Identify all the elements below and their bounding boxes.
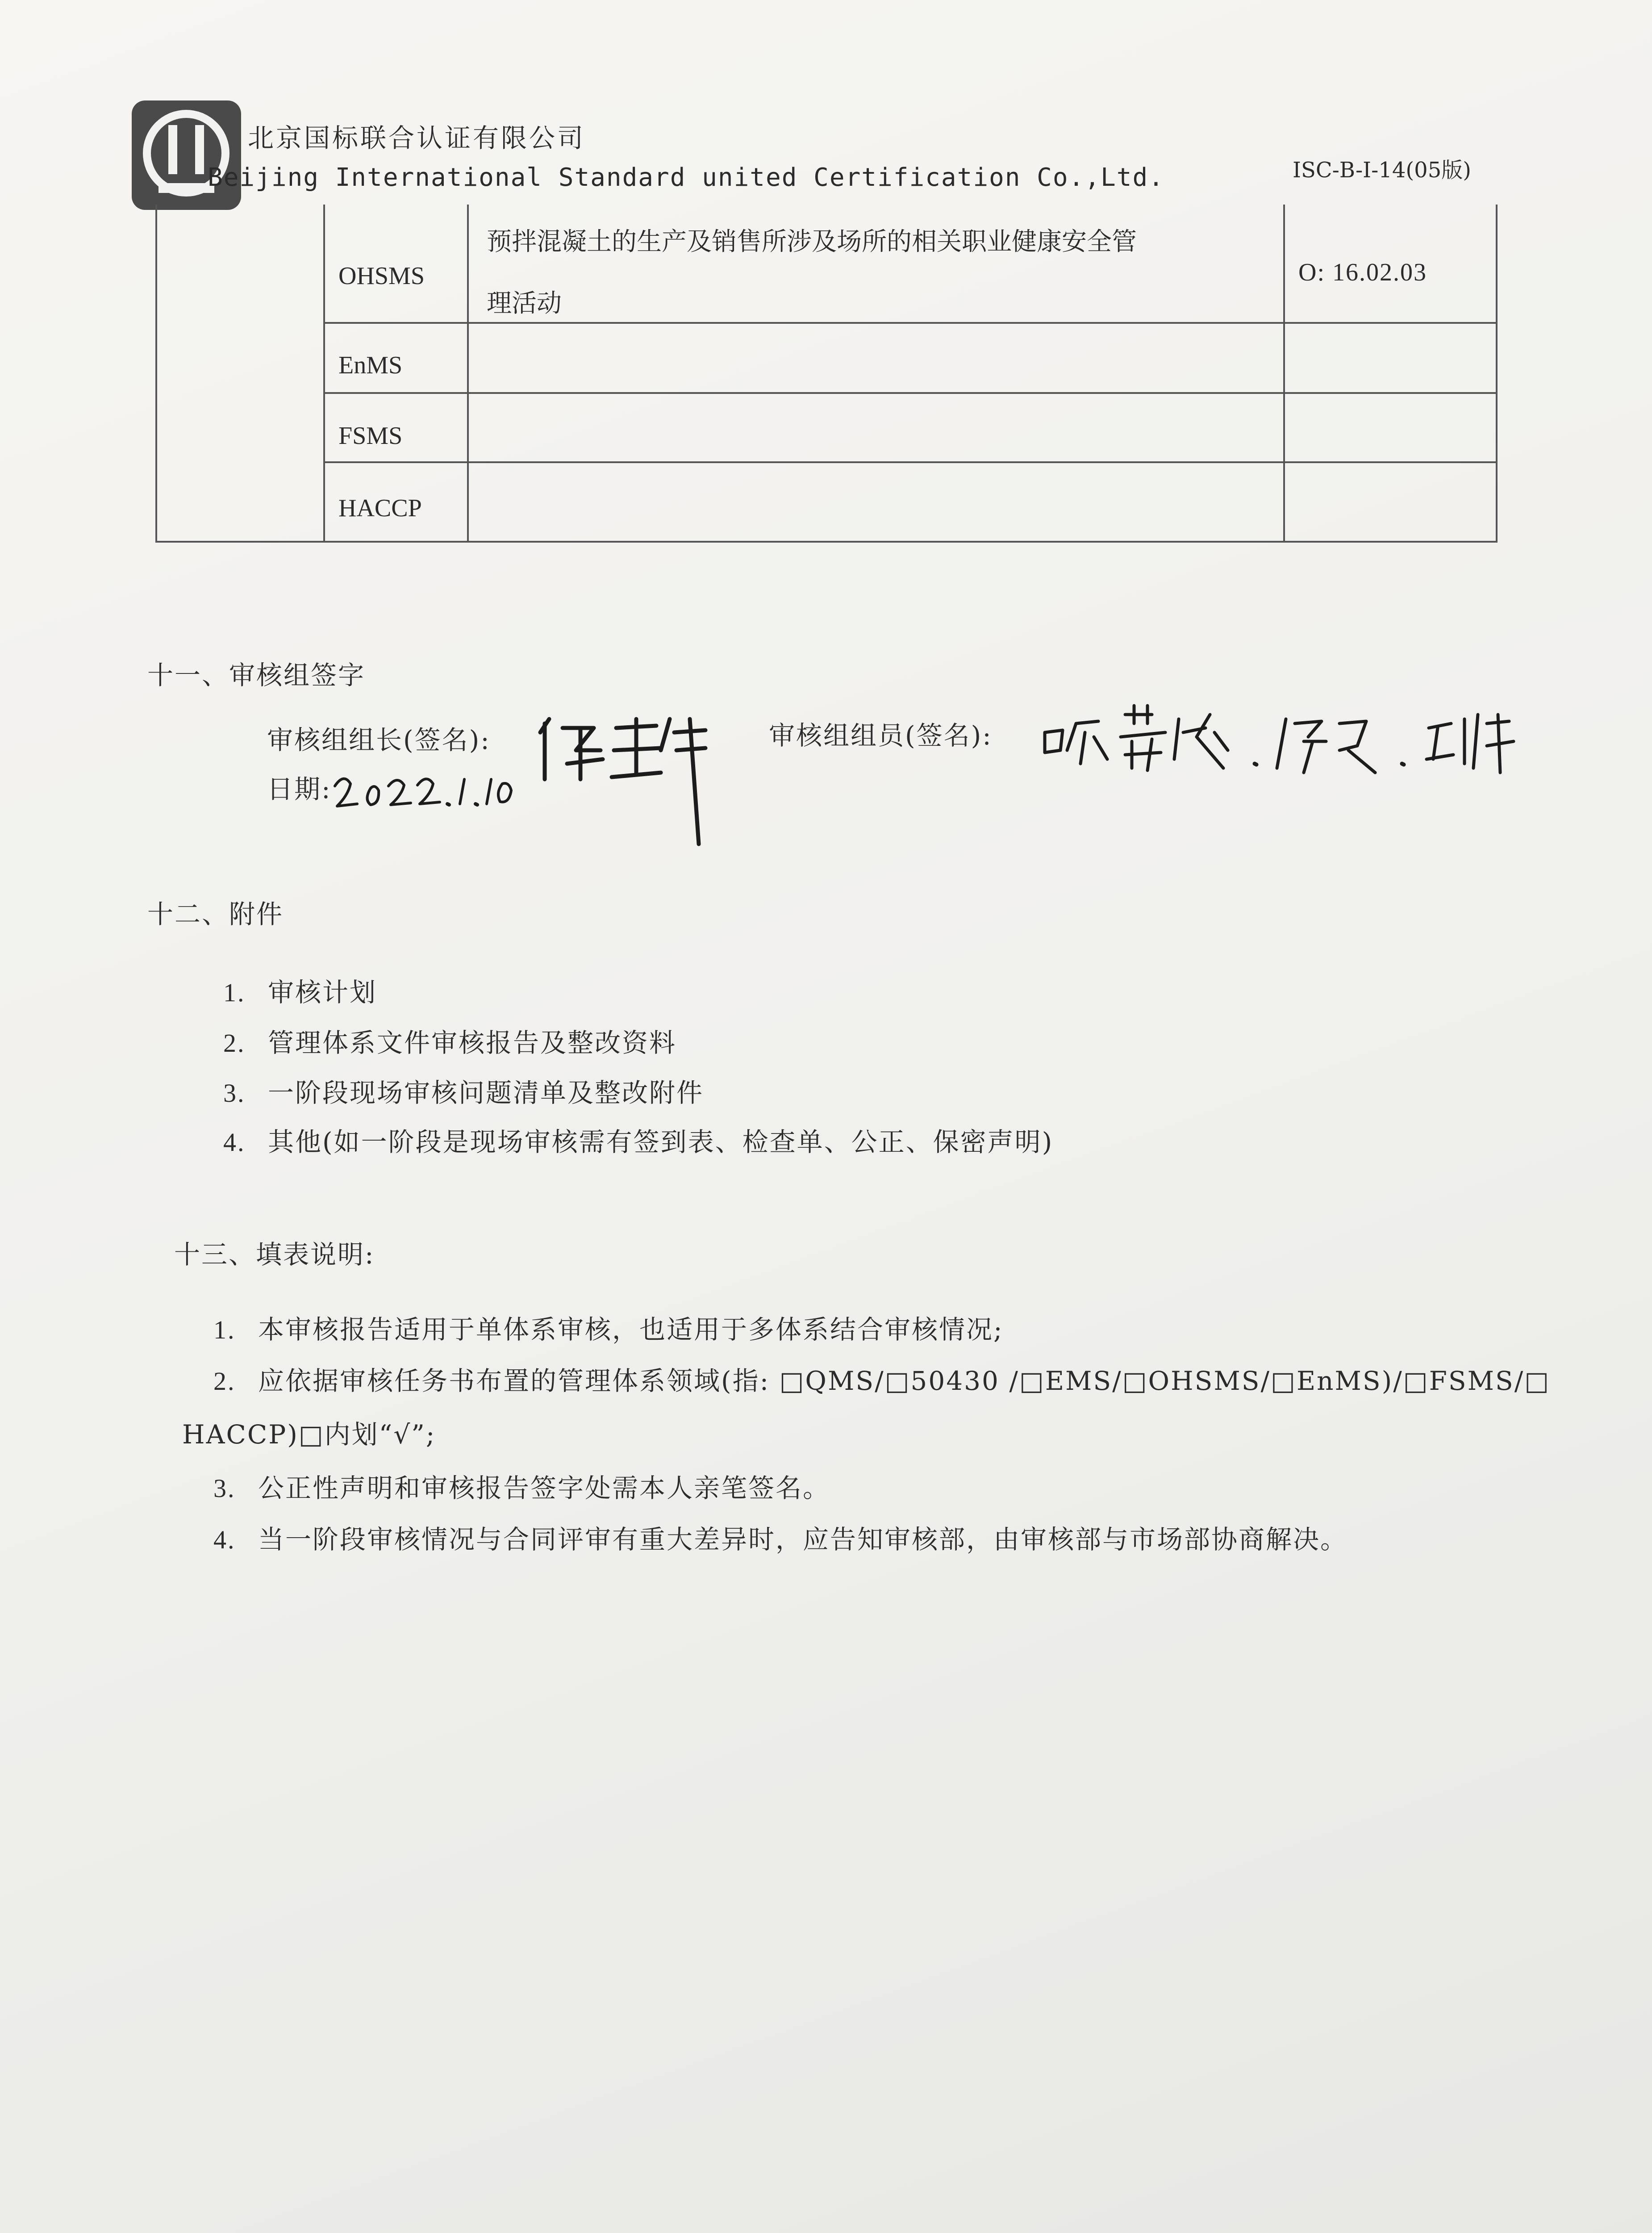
item-text: HACCP)□内划“√”; bbox=[182, 1419, 436, 1450]
item-text: 应依据审核任务书布置的管理体系领域(指: □QMS/□50430 /□EMS/□OHSMS/□EnMS)/□FSMS/□ bbox=[258, 1366, 1551, 1396]
instruction-item bbox=[213, 1467, 830, 1505]
item-text: 其他(如一阶段是现场审核需有签到表、检查单、公正、保密声明) bbox=[268, 1127, 1054, 1157]
item-text: 审核计划 bbox=[268, 977, 377, 1008]
member-signatures bbox=[1036, 697, 1554, 786]
instruction-item bbox=[213, 1360, 1550, 1397]
item-text: 本审核报告适用于单体系审核，也适用于多体系结合审核情况; bbox=[258, 1314, 1004, 1345]
instruction-item bbox=[213, 1518, 1347, 1556]
attachment-item bbox=[223, 1022, 676, 1059]
instruction-item-continued bbox=[182, 1413, 436, 1451]
item-number: 1. bbox=[213, 1315, 236, 1344]
table-cell-content: 预拌混凝土的生产及销售所涉及场所的相关职业健康安全管 bbox=[487, 227, 1137, 256]
item-number: 3. bbox=[223, 1079, 246, 1108]
section-12-heading: 十二、附件 bbox=[147, 899, 284, 929]
table-cell-standard: OHSMS bbox=[338, 262, 425, 290]
item-number: 1. bbox=[223, 978, 246, 1007]
table-cell-standard: EnMS bbox=[338, 351, 403, 379]
item-text: 公正性声明和审核报告签字处需本人亲笔签名。 bbox=[258, 1473, 830, 1503]
section-13-heading: 十三、填表说明: bbox=[174, 1239, 375, 1270]
attachment-item bbox=[223, 1072, 704, 1109]
item-number: 2. bbox=[213, 1367, 236, 1396]
scope-table bbox=[155, 205, 1498, 543]
date-label: 日期: bbox=[267, 774, 332, 804]
table-cell-standard: FSMS bbox=[338, 422, 403, 450]
instruction-item bbox=[213, 1309, 1004, 1346]
company-name-en: Beijing International Standard united Certification Co.,Ltd. bbox=[208, 163, 1164, 192]
handwritten-date bbox=[330, 768, 518, 817]
table-cell-content: 理活动 bbox=[487, 289, 562, 318]
member-signature-label: 审核组组员(签名): bbox=[769, 720, 993, 751]
item-number: 3. bbox=[213, 1474, 236, 1503]
leader-signature bbox=[527, 701, 714, 849]
table-cell-code: O: 16.02.03 bbox=[1298, 259, 1427, 286]
item-text: 管理体系文件审核报告及整改资料 bbox=[268, 1028, 677, 1058]
company-logo bbox=[132, 100, 241, 210]
item-number: 2. bbox=[223, 1029, 246, 1058]
table-cell-standard: HACCP bbox=[338, 494, 422, 522]
item-text: 当一阶段审核情况与合同评审有重大差异时，应告知审核部，由审核部与市场部协商解决。 bbox=[258, 1524, 1348, 1555]
company-name-cn: 北京国标联合认证有限公司 bbox=[248, 123, 586, 153]
item-number: 4. bbox=[213, 1525, 236, 1554]
leader-signature-label: 审核组组长(签名): bbox=[267, 725, 491, 755]
section-11-heading: 十一、审核组签字 bbox=[147, 660, 366, 690]
item-text: 一阶段现场审核问题清单及整改附件 bbox=[268, 1078, 704, 1108]
form-code: ISC-B-I-14(05版) bbox=[1293, 158, 1471, 183]
attachment-item bbox=[223, 1121, 1053, 1158]
attachment-item bbox=[223, 971, 377, 1009]
item-number: 4. bbox=[223, 1128, 246, 1157]
